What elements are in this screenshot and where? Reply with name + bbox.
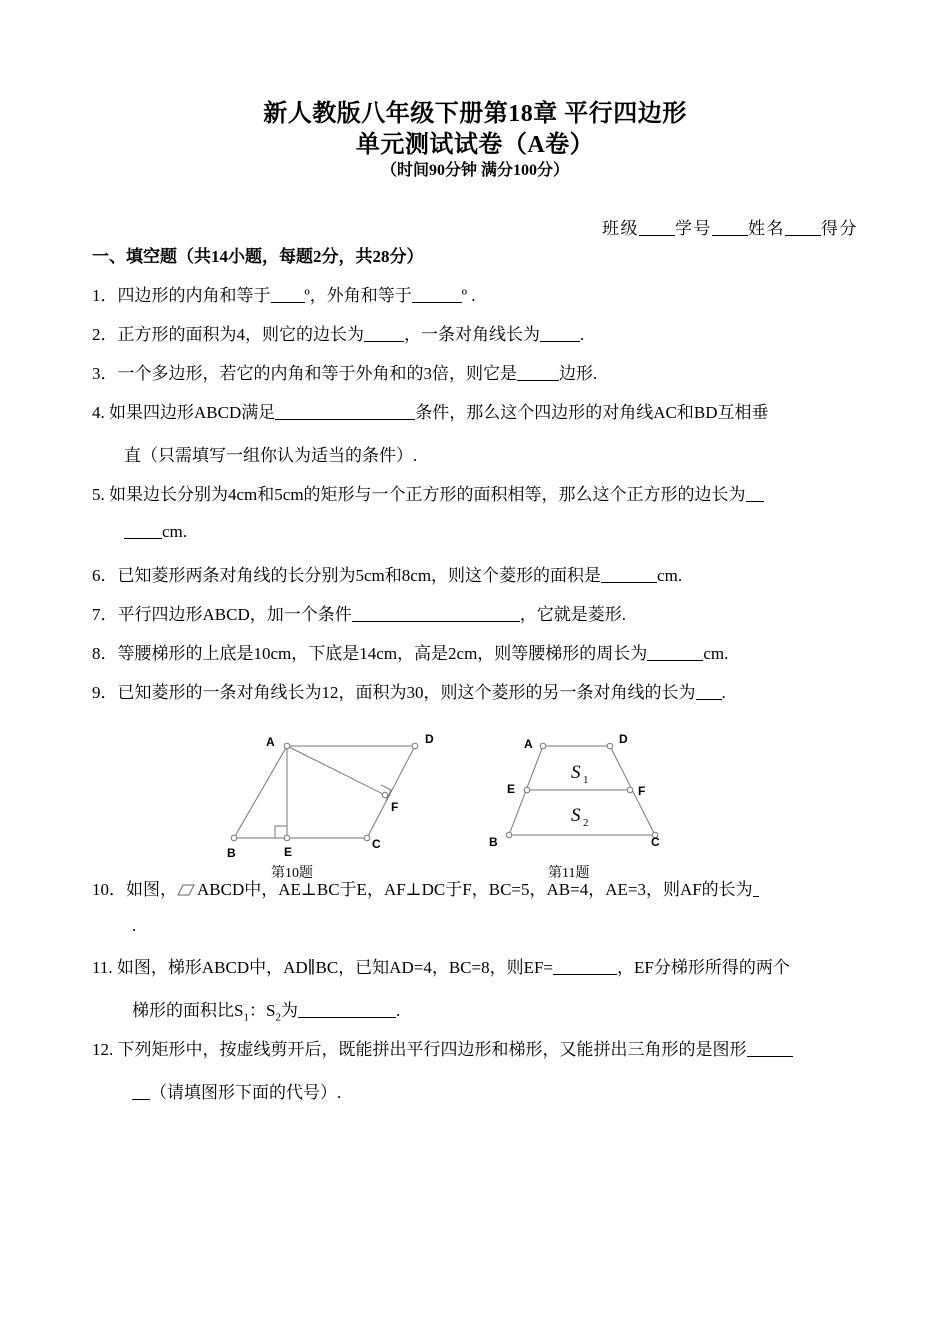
- label-a: A: [266, 735, 275, 749]
- label-f: F: [638, 784, 646, 798]
- label-f: F: [391, 800, 399, 814]
- class-blank[interactable]: [639, 219, 675, 236]
- answer-blank[interactable]: [132, 1083, 150, 1100]
- label-d: D: [619, 732, 628, 746]
- question-10: 10．如图， ABCD中，AE⊥BC于E，AF⊥DC于F，BC=5，AB=4，AE=3，则AF的长为: [92, 875, 858, 900]
- label-b: B: [227, 846, 236, 860]
- question-9: 9．已知菱形的一条对角线长为12，面积为30，则这个菱形的另一条对角线的长为 .: [92, 683, 726, 702]
- point-d: [607, 743, 613, 749]
- answer-blank[interactable]: [647, 644, 703, 661]
- answer-blank[interactable]: [352, 605, 520, 622]
- number-blank[interactable]: [712, 219, 748, 236]
- answer-blank[interactable]: [412, 286, 462, 303]
- question-12: 12. 下列矩形中，按虚线剪开后，既能拼出平行四边形和梯形，又能拼出三角形的是图形: [92, 1035, 858, 1060]
- area-s1: S: [571, 762, 581, 783]
- label-a: A: [524, 737, 533, 751]
- point-a: [540, 743, 546, 749]
- figure-10-caption: 第10题: [271, 866, 313, 881]
- question-11-cont: 梯形的面积比$S_1$：$S_2$为 .: [132, 1001, 401, 1024]
- question-4: 4. 如果四边形ABCD满足 条件，那么这个四边形的对角线AC和BD互相垂: [92, 403, 769, 422]
- question-10-cont: .: [132, 916, 137, 935]
- answer-blank[interactable]: [747, 1040, 793, 1057]
- answer-blank[interactable]: [364, 325, 404, 342]
- answer-blank[interactable]: [753, 880, 759, 897]
- answer-blank[interactable]: [696, 683, 722, 700]
- number-label: 学号: [675, 219, 712, 238]
- label-e: E: [507, 782, 516, 796]
- parallelogram-abcd: [234, 746, 415, 838]
- question-8: 8．等腰梯形的上底是10cm，下底是14cm，高是2cm，则等腰梯形的周长为 cm.: [92, 644, 729, 663]
- label-c: C: [372, 837, 381, 851]
- name-blank[interactable]: [785, 219, 821, 236]
- area-s1-sub: 1: [583, 774, 589, 786]
- exam-subtitle: 单元测试试卷（A卷）: [355, 132, 595, 158]
- point-d: [412, 743, 418, 749]
- question-6: 6．已知菱形两条对角线的长分别为5cm和8cm，则这个菱形的面积是 cm.: [92, 566, 683, 585]
- question-5-cont: cm.: [124, 522, 890, 542]
- question-5: 5. 如果边长分别为4cm和5cm的矩形与一个正方形的面积相等，那么这个正方形的边长为: [92, 480, 858, 505]
- question-11: 11. 如图，梯形ABCD中，AD∥BC，已知AD=4，BC=8，则EF= ，EF分梯形所得的两个: [92, 958, 790, 977]
- answer-blank[interactable]: [517, 364, 559, 381]
- answer-blank[interactable]: [601, 566, 657, 583]
- question-3: 3．一个多边形，若它的内角和等于外角和的3倍，则它是 边形.: [92, 364, 598, 383]
- answer-blank[interactable]: [298, 1001, 396, 1018]
- label-c: C: [651, 835, 660, 849]
- area-s2-sub: 2: [583, 817, 589, 829]
- point-b: [231, 835, 237, 841]
- answer-blank[interactable]: [553, 958, 617, 975]
- label-d: D: [425, 732, 434, 746]
- question-7: 7．平行四边形ABCD，加一个条件 ，它就是菱形.: [92, 605, 626, 624]
- label-b: B: [489, 835, 498, 849]
- question-1: 1．四边形的内角和等于 º，外角和等于 º .: [92, 286, 476, 305]
- point-e: [524, 787, 530, 793]
- question-2: 2．正方形的面积为4，则它的边长为 ，一条对角线长为 .: [92, 325, 585, 344]
- score-label: 得分: [821, 219, 858, 238]
- area-s2: S: [571, 805, 581, 826]
- figure-10-parallelogram: [234, 746, 415, 838]
- answer-blank[interactable]: [540, 325, 580, 342]
- answer-blank[interactable]: [271, 286, 305, 303]
- point-a: [284, 743, 290, 749]
- question-12-cont: （请填图形下面的代号）.: [132, 1078, 898, 1103]
- answer-blank[interactable]: [275, 403, 415, 420]
- point-e: [284, 835, 290, 841]
- answer-blank[interactable]: [124, 522, 162, 539]
- figure-11-caption: 第11题: [548, 866, 590, 881]
- altitude-af: [287, 746, 385, 795]
- parallelogram-symbol-icon: [177, 884, 195, 896]
- section-heading: 一、填空题（共14小题，每题2分，共28分）: [92, 247, 424, 266]
- point-f: [382, 792, 388, 798]
- point-b: [506, 832, 512, 838]
- class-label: 班级: [602, 219, 639, 238]
- answer-blank[interactable]: [746, 485, 764, 502]
- point-f: [627, 787, 633, 793]
- exam-title: 新人教版八年级下册第18章 平行四边形: [263, 101, 687, 127]
- label-e: E: [284, 845, 293, 859]
- student-info-row: [602, 214, 858, 239]
- figures-area: [0, 720, 950, 880]
- name-label: 姓名: [748, 219, 785, 238]
- question-4-cont: 直（只需填写一组你认为适当的条件）.: [124, 446, 418, 465]
- exam-time-score: （时间90分钟 满分100分）: [380, 162, 569, 179]
- point-c: [364, 835, 370, 841]
